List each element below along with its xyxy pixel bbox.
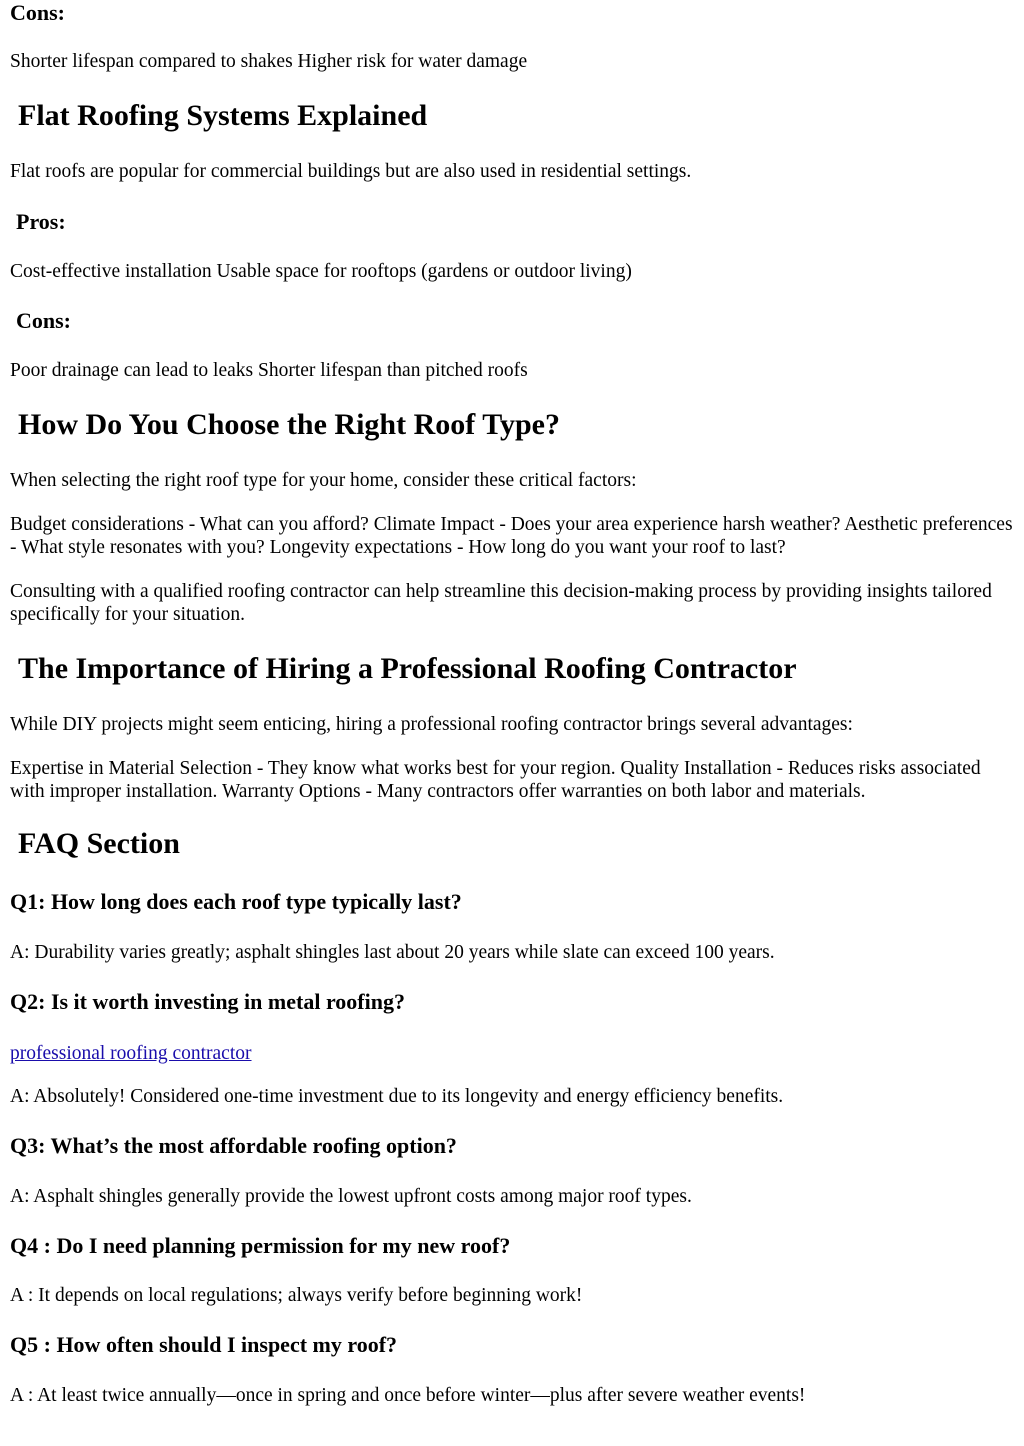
faq-a5: A : At least twice annually—once in spring and once before winter—plus after severe weather events! xyxy=(10,1385,806,1406)
flat-pros-heading: Pros: xyxy=(16,209,66,234)
faq-a1: A: Durability varies greatly; asphalt shingles last about 20 years while slate can exceed 100 years. xyxy=(10,942,775,963)
flat-cons-text: Poor drainage can lead to leaks Shorter lifespan than pitched roofs xyxy=(10,360,528,381)
flat-roofing-intro: Flat roofs are popular for commercial buildings but are also used in residential settings. xyxy=(10,161,692,182)
faq-a2: A: Absolutely! Considered one-time investment due to its longevity and energy efficiency benefits. xyxy=(10,1086,784,1107)
choose-consulting: Consulting with a qualified roofing contractor can help streamline this decision-making process by providing insights tailored specifically for your situation. xyxy=(10,581,992,625)
faq-a3: A: Asphalt shingles generally provide the lowest upfront costs among major roof types. xyxy=(10,1186,692,1207)
professional-roofing-contractor-link[interactable]: professional roofing contractor xyxy=(10,1043,252,1064)
cons-text-top: Shorter lifespan compared to shakes Higher risk for water damage xyxy=(10,51,528,72)
choose-factors: Budget considerations - What can you afford? Climate Impact - Does your area experience harsh weather? Aesthetic preferences - What style resonates with you? Longevity expectations - How long do you want your roof to last? xyxy=(10,514,1013,558)
choose-heading: How Do You Choose the Right Roof Type? xyxy=(18,408,560,441)
faq-q4: Q4 : Do I need planning permission for my new roof? xyxy=(10,1233,511,1258)
faq-q5: Q5 : How often should I inspect my roof? xyxy=(10,1332,398,1357)
faq-q1: Q1: How long does each roof type typically last? xyxy=(10,889,462,914)
flat-pros-text: Cost-effective installation Usable space for rooftops (gardens or outdoor living) xyxy=(10,261,632,282)
flat-roofing-heading: Flat Roofing Systems Explained xyxy=(18,99,428,132)
importance-heading: The Importance of Hiring a Professional Roofing Contractor xyxy=(18,652,797,685)
cons-heading-top: Cons: xyxy=(10,0,66,25)
faq-heading: FAQ Section xyxy=(18,827,180,860)
choose-intro: When selecting the right roof type for your home, consider these critical factors: xyxy=(10,470,637,491)
faq-q2: Q2: Is it worth investing in metal roofing? xyxy=(10,989,405,1014)
faq-a4: A : It depends on local regulations; always verify before beginning work! xyxy=(10,1285,583,1306)
importance-intro: While DIY projects might seem enticing, hiring a professional roofing contractor brings several advantages: xyxy=(10,714,853,735)
importance-advantages: Expertise in Material Selection - They know what works best for your region. Quality Installation - Reduces risks associated with improper installation. Warranty Options - Many contractors offer warranties on both labor and materials. xyxy=(10,758,981,802)
flat-cons-heading: Cons: xyxy=(16,308,72,333)
faq-q3: Q3: What’s the most affordable roofing option? xyxy=(10,1133,457,1158)
